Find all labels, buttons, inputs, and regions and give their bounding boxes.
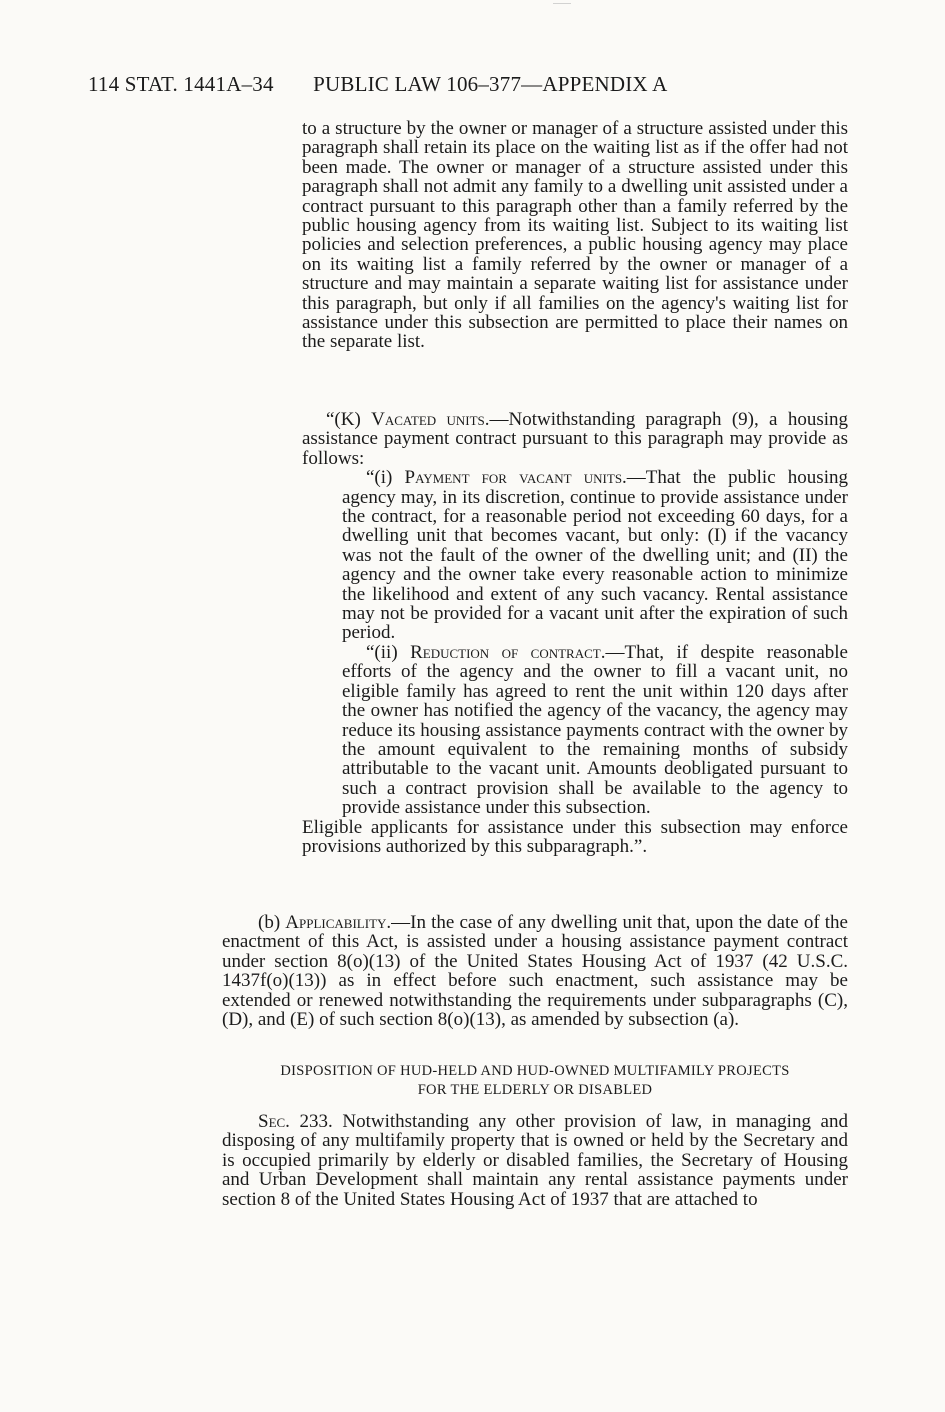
clause-ii bbox=[342, 643, 848, 818]
page-header bbox=[88, 72, 667, 97]
section-heading-line1: DISPOSITION OF HUD-HELD AND HUD-OWNED MULTIFAMILY PROJECTS bbox=[280, 1063, 790, 1079]
section-heading bbox=[222, 1062, 848, 1100]
subparagraph-k-text: —Notwithstanding paragraph (9), a housing assistance payment contract pursuant to this paragraph may provide as follows: bbox=[302, 409, 849, 469]
clause-i-heading: Payment for vacant units. bbox=[404, 467, 627, 489]
section-233-label: Sec. 233. bbox=[258, 1111, 333, 1132]
stat-citation: 114 STAT. 1441A–34 bbox=[88, 72, 274, 96]
law-title: PUBLIC LAW 106–377—APPENDIX A bbox=[313, 72, 668, 96]
clause-i bbox=[342, 468, 848, 643]
subparagraph-k-intro bbox=[302, 410, 848, 468]
paragraph-continuation: to a structure by the owner or manager of a structure assisted under this paragraph shall retain its place on the waiting list as if the offer had not been made. The owner or manager of a structure assisted under this paragraph shall not admit any family to a dwelling unit assisted under a contract pursuant to this paragraph other than a family referred by the public housing agency from its waiting list. Subject to its waiting list policies and selection preferences, a public housing agency may place on its waiting list a family referred by the owner or manager of a structure and may maintain a separate waiting list for assistance under this paragraph, but only if all families on the agency's waiting list for assistance under this subsection are permitted to place their names on the separate list. bbox=[302, 118, 848, 353]
applicability-text: —In the case of any dwelling unit that, upon the date of the enactment of this Act, is assisted under a housing assistance payment contract under section 8(o)(13) of the United States Housing Act of 1937 (42 U.S.C. 1437f(o)(13)) as in effect before such enactment, such assistance may be extended or renewed notwithstanding the requirements under subparagraphs (C), (D), and (E) of such section 8(o)(13), as amended by subsection (a). bbox=[222, 912, 848, 1031]
clause-ii-label: “(ii) bbox=[366, 641, 411, 663]
section-233-paragraph bbox=[222, 1112, 848, 1209]
applicability-paragraph bbox=[222, 913, 848, 1029]
eligible-applicants: Eligible applicants for assistance under this subsection may enforce provisions authorized by this subparagraph.”. bbox=[302, 816, 848, 857]
subparagraph-k-heading: Vacated units. bbox=[371, 409, 490, 430]
subsection-b bbox=[222, 913, 848, 1029]
clause-i-text: —That the public housing agency may, in its discretion, continue to provide assistance under the contract, for a reasonable period not exceeding 60 days, for a dwelling unit that becomes vacant, but only: (I) if the vacancy was not the fault of the owner of the dwelling unit; and (II) the agency and the owner take every reasonable action to minimize the likelihood and extent of any such vacancy. Rental assistance may not be provided for a vacant unit after the expiration of such period. bbox=[342, 467, 848, 644]
section-233 bbox=[222, 1112, 848, 1209]
section-heading-line2: FOR THE ELDERLY OR DISABLED bbox=[417, 1082, 653, 1098]
clause-i-label: “(i) bbox=[366, 467, 405, 489]
clause-ii-heading: Reduction of contract. bbox=[410, 641, 606, 663]
applicability-label: (b) bbox=[258, 912, 286, 933]
clause-ii-text: —That, if despite reasonable efforts of the agency and the owner to fill a vacant unit, no eligible family has agreed to rent the unit within 120 days after the owner has notified the agency of the vacancy, the agency may reduce its housing assistance payments contract with the owner by the amount equivalent to the remaining months of subsidy attributable to the vacant unit. Amounts deobligated pursuant to such a contract provision shall be available to the agency to provide assistance under this subsection. bbox=[342, 641, 848, 819]
applicability-heading: Applicability. bbox=[285, 912, 392, 933]
subparagraph-k bbox=[302, 410, 848, 856]
subparagraph-k-label: “(K) bbox=[326, 409, 372, 430]
scan-mark bbox=[553, 3, 571, 10]
section-233-text: Notwithstanding any other provision of law, in managing and disposing of any multifamily property that is owned or held by the Secretary and is occupied primarily by elderly or disabled families, the Secretary of Housing and Urban Development shall maintain any rental assistance payments under section 8 of the United States Housing Act of 1937 that are attached to bbox=[222, 1111, 848, 1210]
